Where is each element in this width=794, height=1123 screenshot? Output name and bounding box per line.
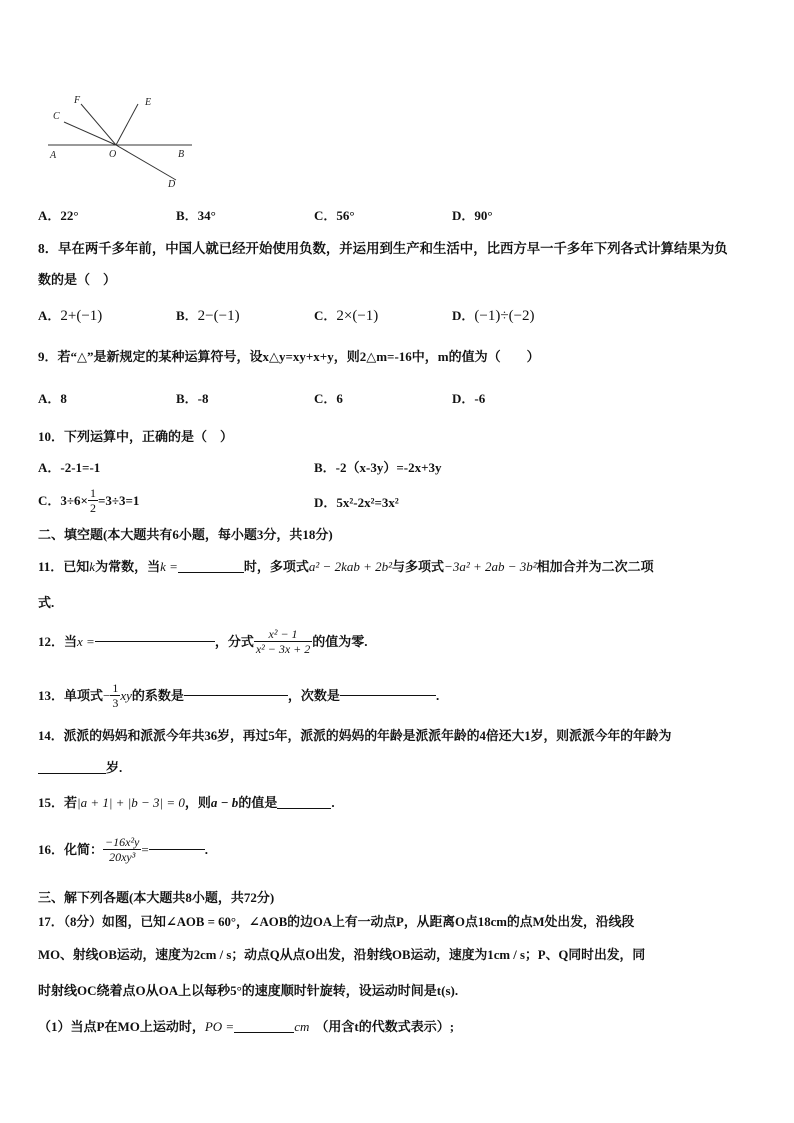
ray-oe bbox=[116, 104, 138, 145]
label-f: F bbox=[74, 95, 81, 106]
q16-fraction bbox=[103, 836, 141, 863]
q8-stem-line1: 8．早在两千多年前，中国人就已经开始使用负数，并运用到生产和生活中，比西方早一千多年下列各式计算结果为负 bbox=[38, 241, 728, 256]
q11-mid2: 时，多项式 bbox=[243, 559, 309, 574]
q15-answer-blank[interactable] bbox=[277, 808, 331, 809]
q10-c-fraction bbox=[88, 487, 98, 514]
q8-d-label: D． bbox=[452, 308, 475, 323]
q16-answer-blank[interactable] bbox=[149, 849, 205, 850]
q15-post: 的值是 bbox=[238, 795, 278, 810]
q10-c-post: =3÷3=1 bbox=[97, 493, 140, 508]
q12-pre: 12．当 bbox=[38, 634, 78, 649]
q8-b-expr: 2−(−1) bbox=[197, 308, 240, 324]
q11-mid3: 与多项式 bbox=[392, 559, 445, 574]
label-c: C bbox=[53, 111, 60, 122]
q14-line2 bbox=[38, 761, 122, 774]
q14-line1: 14．派派的妈妈和派派今年共36岁，再过5年，派派的妈妈的年龄是派派年龄的4倍还大1岁，则派派今年的年龄为 bbox=[38, 729, 672, 743]
q10-stem: 10．下列运算中，正确的是（ ） bbox=[38, 429, 234, 444]
q8-stem-line2: 数的是（ ） bbox=[38, 272, 117, 287]
q9-option-a: A．8 bbox=[38, 391, 67, 406]
q8-option-d bbox=[452, 309, 535, 324]
q12-mid: ，分式 bbox=[214, 634, 254, 649]
q7-option-b: B．34° bbox=[176, 208, 216, 223]
q8-b-label: B． bbox=[176, 308, 198, 323]
q11-k2: k = bbox=[160, 559, 178, 574]
q13-neg: − bbox=[103, 688, 111, 703]
q12-answer-blank[interactable] bbox=[95, 641, 215, 642]
q17-sub1-pre: （1）当点P在MO上运动时， bbox=[38, 1019, 205, 1034]
label-e: E bbox=[145, 97, 152, 108]
q7-option-a: A．22° bbox=[38, 208, 79, 223]
q16-den: 20xy³ bbox=[109, 850, 136, 864]
q10-c-pre: C．3÷6× bbox=[38, 493, 88, 508]
q15-pre: 15．若 bbox=[38, 795, 78, 810]
q7-option-d: D．90° bbox=[452, 208, 493, 223]
q8-c-label: C． bbox=[314, 308, 337, 323]
label-o: O bbox=[109, 149, 117, 160]
q12-x: x = bbox=[77, 634, 95, 649]
q9-option-c: C．6 bbox=[314, 391, 343, 406]
q10-option-d: D．5x²-2x²=3x² bbox=[314, 495, 399, 510]
q8-option-a bbox=[38, 309, 102, 324]
ray-of bbox=[81, 104, 116, 145]
q16-num: −16x²y bbox=[105, 835, 140, 849]
q13-coefficient-blank[interactable] bbox=[184, 695, 288, 696]
q8-c-expr: 2×(−1) bbox=[336, 308, 379, 324]
q17-sub1-post: （用含t的代数式表示）; bbox=[315, 1019, 455, 1034]
q15-end: . bbox=[331, 795, 335, 810]
q11-post: 相加合并为二次二项 bbox=[536, 559, 654, 574]
q13-fraction bbox=[110, 682, 120, 709]
q15-expr: |a + 1| + |b − 3| = 0 bbox=[77, 795, 185, 810]
q8-d-expr: (−1)÷(−2) bbox=[474, 308, 535, 324]
q15-ab: a − b bbox=[210, 795, 239, 810]
q17-sub1-po: PO = bbox=[204, 1019, 235, 1034]
q13-post: . bbox=[435, 688, 440, 703]
q8-option-b bbox=[176, 309, 240, 324]
q11-line2: 式. bbox=[38, 595, 55, 610]
q13-degree-blank[interactable] bbox=[340, 695, 436, 696]
q7-option-c: C．56° bbox=[314, 208, 355, 223]
q10-c-den: 2 bbox=[89, 501, 96, 515]
q11-mid1: 为常数，当 bbox=[95, 559, 161, 574]
q10-option-a: A．-2-1=-1 bbox=[38, 460, 101, 475]
q11-pre: 11．已知 bbox=[38, 559, 90, 574]
q16-end: . bbox=[204, 842, 208, 857]
q12 bbox=[38, 628, 368, 655]
q11-answer-blank[interactable] bbox=[178, 572, 244, 573]
q17-sub1-cm: cm bbox=[294, 1019, 310, 1034]
q13-num: 1 bbox=[112, 681, 119, 695]
q15-mid: ，则 bbox=[184, 795, 211, 810]
q15 bbox=[38, 796, 335, 809]
q16-pre: 16．化简： bbox=[38, 842, 104, 857]
ray-od bbox=[116, 145, 176, 180]
ray-oc bbox=[64, 122, 116, 145]
q10-option-b: B．-2（x-3y）=-2x+3y bbox=[314, 460, 442, 475]
q13-den: 3 bbox=[112, 696, 119, 710]
q14-post: 岁. bbox=[106, 760, 123, 775]
q9-option-b: B．-8 bbox=[176, 391, 209, 406]
q13-mid: 的系数是 bbox=[131, 688, 184, 703]
q8-option-c bbox=[314, 309, 378, 324]
q12-post: 的值为零. bbox=[312, 634, 368, 649]
q10-option-c bbox=[38, 487, 139, 514]
q11-k1: k bbox=[89, 559, 96, 574]
q17-sub1-answer-blank[interactable] bbox=[234, 1032, 294, 1033]
q11-poly1: a² − 2kab + 2b² bbox=[308, 559, 393, 574]
q12-num: x² − 1 bbox=[254, 628, 312, 642]
q13 bbox=[38, 682, 439, 709]
q8-a-expr: 2+(−1) bbox=[60, 308, 103, 324]
q17-line2: MO、射线OB运动，速度为2cm / s；动点Q从点O出发，沿射线OB运动，速度为1cm / s；P、Q同时出发，同 bbox=[38, 948, 646, 962]
q13-mid2: ，次数是 bbox=[287, 688, 340, 703]
q17-sub1 bbox=[38, 1020, 454, 1033]
label-a: A bbox=[50, 150, 57, 161]
q12-den: x² − 3x + 2 bbox=[255, 642, 311, 656]
label-b: B bbox=[178, 149, 185, 160]
section-2-heading: 二、填空题(本大题共有6小题，每小题3分，共18分) bbox=[38, 527, 333, 542]
q17-line1: 17．（8分）如图，已知∠AOB = 60°，∠AOB的边OA上有一动点P，从距离O点18cm的点M处出发，沿线段 bbox=[38, 915, 635, 929]
q13-xy: xy bbox=[120, 688, 132, 703]
q9-option-d: D．-6 bbox=[452, 391, 486, 406]
q11-line1 bbox=[38, 560, 654, 573]
section-3-heading: 三、解下列各题(本大题共8小题，共72分) bbox=[38, 890, 275, 905]
q9-stem: 9．若“△”是新规定的某种运算符号，设x△y=xy+x+y，则2△m=-16中，m的值为（ ） bbox=[38, 349, 540, 364]
q16 bbox=[38, 836, 208, 863]
q13-pre: 13．单项式 bbox=[38, 688, 104, 703]
q16-eq: = bbox=[141, 842, 149, 857]
label-d: D bbox=[168, 179, 176, 190]
q17-line3: 时射线OC绕着点O从OA上以每秒5°的速度顺时针旋转，设运动时间是t(s). bbox=[38, 983, 459, 998]
q10-c-num: 1 bbox=[89, 486, 96, 500]
geometry-figure bbox=[40, 92, 200, 192]
q11-poly2: −3a² + 2ab − 3b² bbox=[444, 559, 537, 574]
q8-a-label: A． bbox=[38, 308, 61, 323]
q14-answer-blank[interactable] bbox=[38, 773, 106, 774]
q12-fraction bbox=[254, 628, 312, 655]
